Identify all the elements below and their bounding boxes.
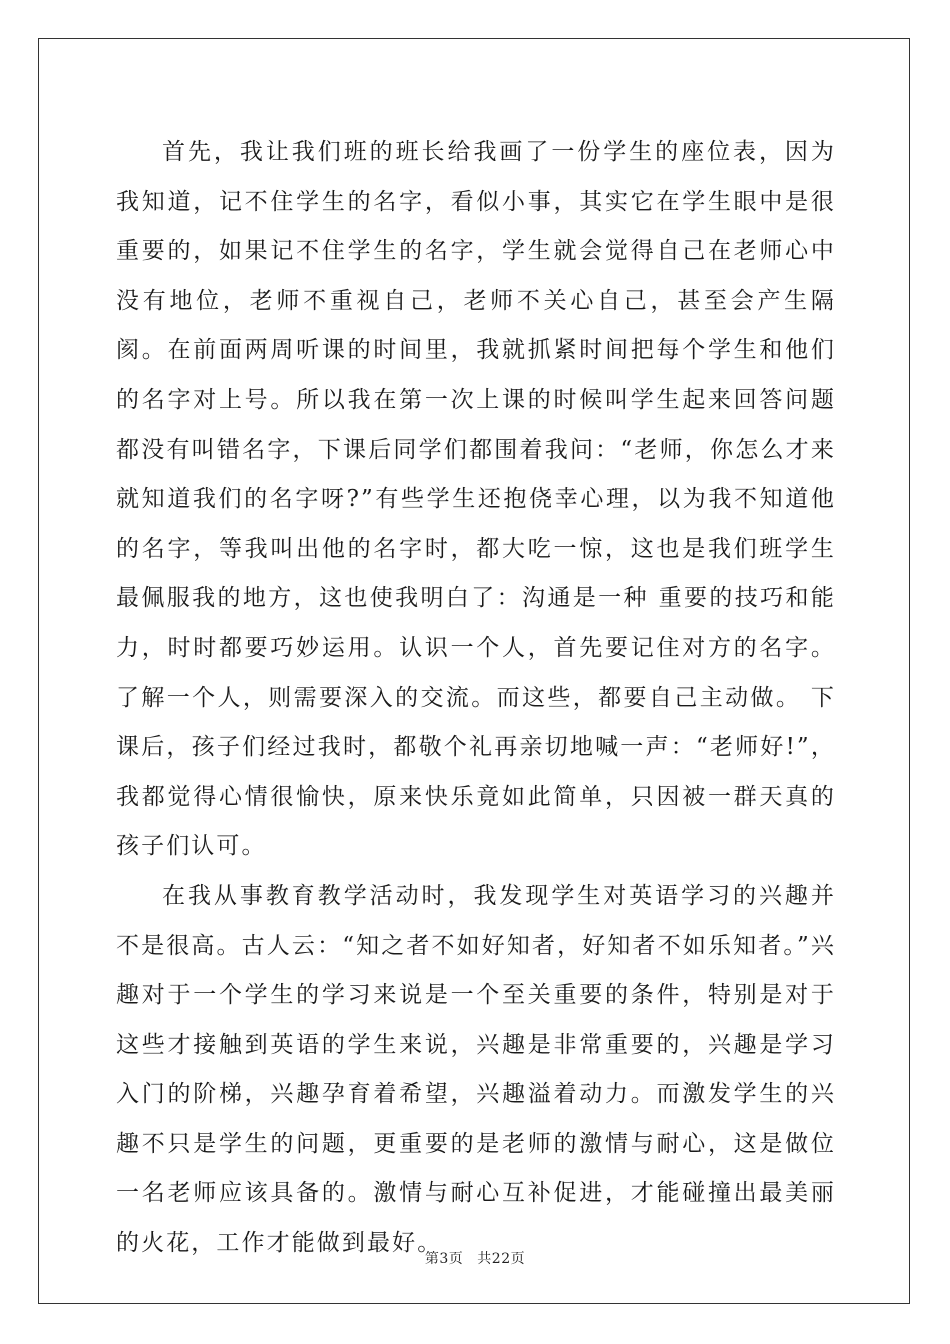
page-footer xyxy=(0,1248,950,1268)
total-pages: 共22页 xyxy=(477,1251,526,1267)
paragraph-1: 首先，我让我们班的班长给我画了一份学生的座位表，因为我知道，记不住学生的名字，看似小事，其实它在学生眼中是很重要的，如果记不住学生的名字，学生就会觉得自己在老师心中没有地位，老师不重视自己，老师不关心自己，甚至会产生隔阂。在前面两周听课的时间里，我就抓紧时间把每个学生和他们的名字对上号。所以我在第一次上课的时候叫学生起来回答问题都没有叫错名字，下课后同学们都围着我问：“老师，你怎么才来就知道我们的名字呀?”有些学生还抱侥幸心理，以为我不知道他的名字，等我叫出他的名字时，都大吃一惊，这也是我们班学生最佩服我的地方，这也使我明白了：沟通是一种 重要的技巧和能力，时时都要巧妙运用。认识一个人，首先要记住对方的名字。了解一个人，则需要深入的交流。而这些，都要自己主动做。 下课后，孩子们经过我时，都敬个礼再亲切地喊一声：“老师好!”，我都觉得心情很愉快，原来快乐竟如此简单，只因被一群天真的孩子们认可。 xyxy=(116,139,836,860)
document-body xyxy=(116,128,836,1269)
current-page-number: 第3页 xyxy=(424,1251,464,1267)
paragraph-2: 在我从事教育教学活动时，我发现学生对英语学习的兴趣并不是很高。古人云：“知之者不如好知者，好知者不如乐知者。”兴趣对于一个学生的学习来说是一个至关重要的条件，特别是对于这些才接触到英语的学生来说，兴趣是非常重要的，兴趣是学习入门的阶梯，兴趣孕育着希望，兴趣溢着动力。而激发学生的兴趣不只是学生的问题，更重要的是老师的激情与耐心，这是做位一名老师应该具备的。激情与耐心互补促进，才能碰撞出最美丽的火花，工作才能做到最好。 xyxy=(116,882,836,1257)
